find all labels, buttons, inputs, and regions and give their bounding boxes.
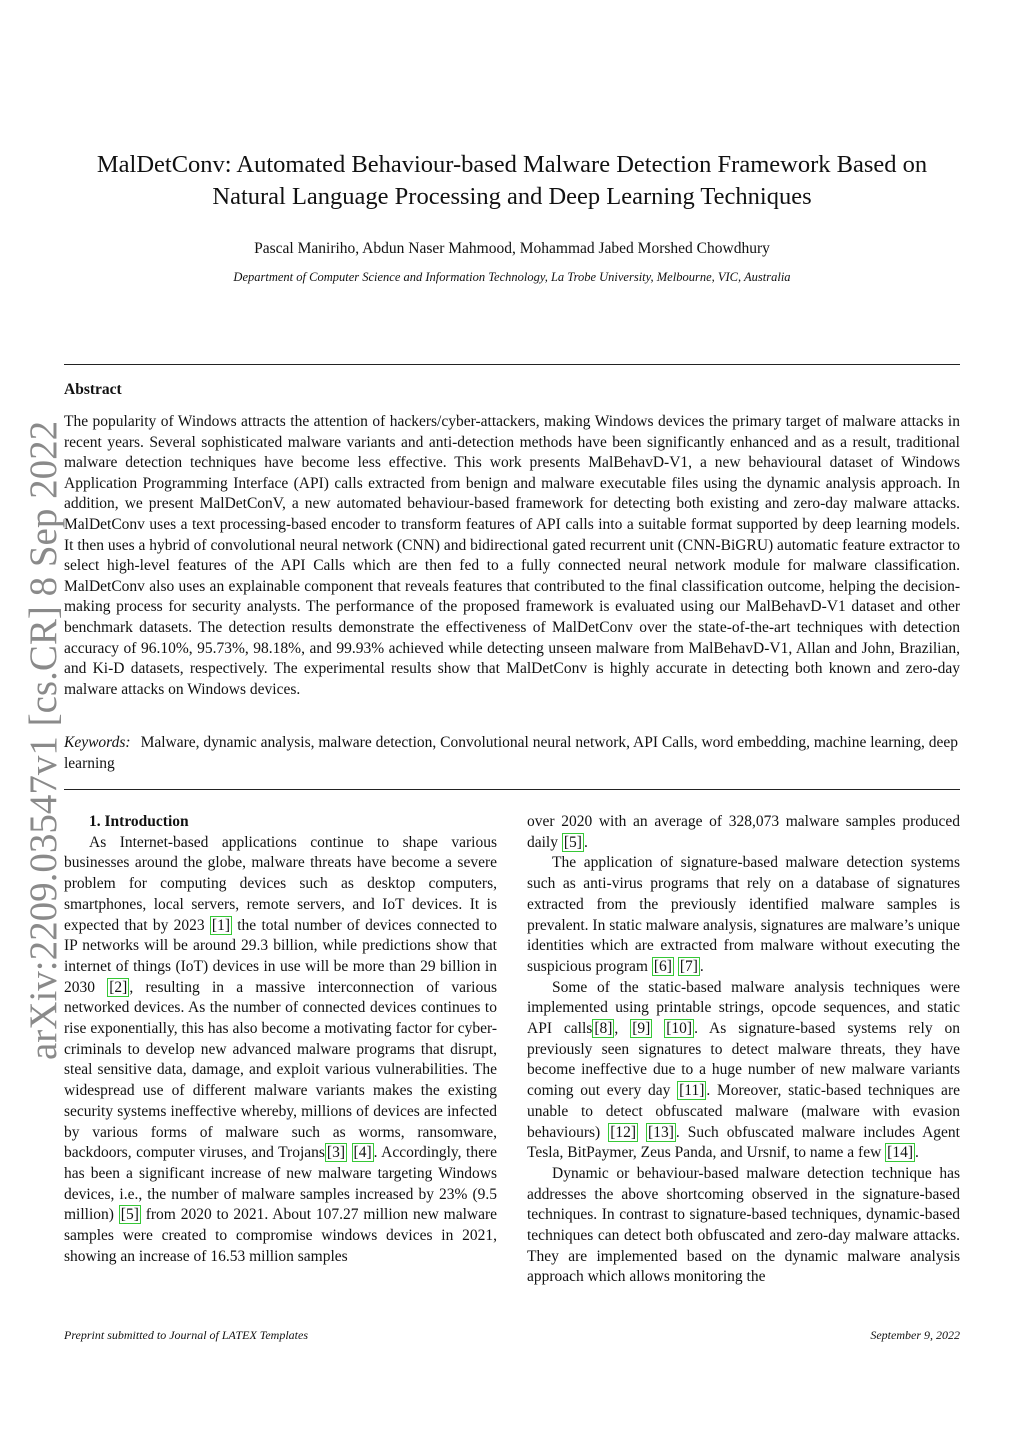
citation-link[interactable]: [8] bbox=[594, 1020, 613, 1038]
affiliation: Department of Computer Science and Information Technology, La Trobe University, Melbourne, VIC, Australia bbox=[233, 270, 791, 284]
intro-paragraph-2: The application of signature-based malware detection systems such as anti-virus programs that rely on a database of signatures extracted from the previously identified malware samples is prevalent. In static malware analysis, signatures are malware’s unique identities which are extracted from malware without executing the suspicious program [6] [7] . bbox=[527, 854, 960, 975]
citation-link[interactable]: [14] bbox=[887, 1144, 913, 1162]
citation-link[interactable]: [5] bbox=[120, 1206, 139, 1224]
section-heading-introduction: 1. Introduction bbox=[89, 813, 189, 830]
citation-link[interactable]: [1] bbox=[211, 916, 230, 934]
abstract-text: The popularity of Windows attracts the attention of hackers/cyber-attackers, making Windows devices the primary target of malware attacks in recent years. Several sophisticated malware variants and anti-detection methods have been significantly enhanced and as a result, traditional malware detection techniques have become less effective. This work presents MalBehavD-V1, a new behavioural dataset of Windows Application Programming Interface (API) calls extracted from benign and malware executable files using the dynamic analysis approach. In addition, we present MalDetConV, a new automated behaviour-based framework for detecting both existing and zero-day malware attacks. MalDetConv uses a text processing-based encoder to transform features of API calls into a suitable format supported by deep learning models. It then uses a hybrid of convolutional neural network (CNN) and bidirectional gated recurrent unit (CNN-BiGRU) automatic feature extractor to select high-level features of the API Calls which are then fed to a fully connected neural network module for malware classification. MalDetConv also uses an explainable component that reveals features that contributed to the final classification outcome, helping the decision-making process for security analysts. The performance of the proposed framework is evaluated using our MalBehavD-V1 dataset and other benchmark datasets. The detection results demonstrate the effectiveness of MalDetConv over the state-of-the-art techniques with detection accuracy of 96.10%, 95.73%, 98.18%, and 99.93% achieved while detecting unseen malware from MalBehavD-V1, Allan and John, Brazilian, and Ki-D datasets, respectively. The experimental results show that MalDetConv is highly accurate in detecting both known and zero-day malware attacks on Windows devices. bbox=[64, 413, 960, 698]
citation-link[interactable]: [5] bbox=[563, 833, 582, 851]
paper-title bbox=[64, 149, 960, 213]
top-rule bbox=[64, 364, 960, 365]
citation-link[interactable]: [4] bbox=[353, 1144, 372, 1162]
intro-paragraph-1-continued: over 2020 with an average of 328,073 malware samples produced daily [5] . bbox=[527, 813, 960, 851]
title-line-1: MalDetConv: Automated Behaviour-based Malware Detection Framework Based on bbox=[96, 151, 928, 178]
left-column bbox=[64, 812, 497, 1267]
citation-link[interactable]: [7] bbox=[679, 957, 698, 975]
citation-link[interactable]: [13] bbox=[648, 1123, 674, 1141]
keywords-text: Malware, dynamic analysis, malware detection, Convolutional neural network, API Calls, word embedding, machine learning, deep learning bbox=[64, 734, 958, 772]
intro-paragraph-1: As Internet-based applications continue to shape various businesses around the globe, malware threats have become a severe problem for computing devices such as desktop computers, smartphones, local servers, remote servers, and IoT devices. It is expected that by 2023 [1] the total number of devices connected to IP networks will be around 29.3 billion, while predictions show that internet of things (IoT) devices in use will be more than 29 billion in 2030 [2] , resulting in a massive interconnection of various networked devices. As the number of connected devices continues to rise exponentially, this has also become a motivating factor for cyber-criminals to develop new advanced malware programs that disrupt, steal sensitive data, damage, and exploit various vulnerabilities. The widespread use of different malware variants makes the existing security systems ineffective whereby, millions of devices are infected by various forms of malware such as worms, ransomware, backdoors, computer viruses, and Trojans [3] [4] . Accordingly, there has been a significant increase of new malware targeting Windows devices, i.e., the number of malware samples increased by 23% (9.5 million) [5] from 2020 to 2021. About 107.27 million new malware samples were created to compromise windows devices in 2021, showing an increase of 16.53 million samples bbox=[64, 833, 498, 1265]
citation-link[interactable]: [3] bbox=[326, 1144, 345, 1162]
author-list: Pascal Maniriho, Abdun Naser Mahmood, Mohammad Jabed Morshed Chowdhury bbox=[254, 240, 770, 257]
footer-preprint-note: Preprint submitted to Journal of LATEX Templates bbox=[64, 1328, 309, 1342]
footer-date: September 9, 2022 bbox=[870, 1328, 960, 1342]
citation-link[interactable]: [6] bbox=[653, 957, 672, 975]
bottom-rule bbox=[64, 789, 960, 790]
citation-link[interactable]: [9] bbox=[632, 1020, 651, 1038]
intro-paragraph-4: Dynamic or behaviour-based malware detection technique has addresses the above shortcoming observed in the signature-based techniques. In contrast to signature-based techniques, dynamic-based techniques can detect both obfuscated and zero-day malware attacks. They are implemented based on the dynamic malware analysis approach which allows monitoring the bbox=[527, 1164, 960, 1286]
right-column bbox=[527, 812, 960, 1288]
citation-link[interactable]: [2] bbox=[109, 978, 128, 996]
title-line-2: Natural Language Processing and Deep Learning Techniques bbox=[212, 183, 812, 210]
abstract-heading: Abstract bbox=[64, 381, 122, 398]
intro-paragraph-3: Some of the static-based malware analysis techniques were implemented using printable strings, opcode sequences, and static API calls [8] , [9] [10] . As signature-based systems rely on previously seen signatures to detect malware threats, they have become ineffective due to a huge number of new malware variants coming out every day [11] . Moreover, static-based techniques are unable to detect obfuscated malware (malware with evasion behaviours) [12] [13] . Such obfuscated malware includes Agent Tesla, BitPaymer, Zeus Panda, and Ursnif, to name a few [14] . bbox=[527, 978, 961, 1162]
keywords bbox=[64, 733, 960, 774]
keywords-label: Keywords: bbox=[64, 734, 131, 751]
citation-link[interactable]: [10] bbox=[666, 1020, 693, 1038]
citation-link[interactable]: [12] bbox=[610, 1123, 637, 1141]
arxiv-identifier: arXiv:2209.03547v1 [cs.CR] 8 Sep 2022 bbox=[22, 420, 65, 1060]
citation-link[interactable]: [11] bbox=[679, 1082, 705, 1100]
